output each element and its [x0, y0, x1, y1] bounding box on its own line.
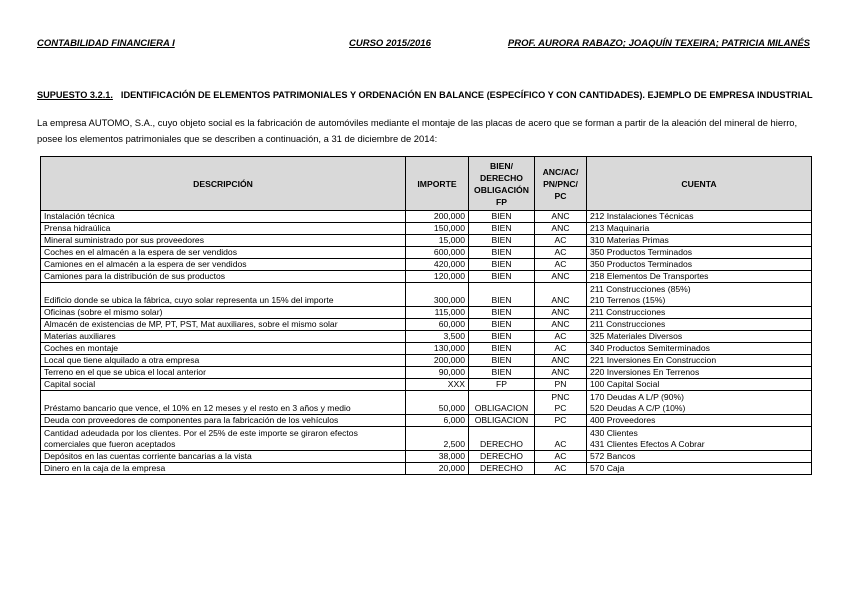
cell-cuenta: 213 Maquinaria	[587, 223, 812, 235]
cell-cuenta	[587, 427, 812, 451]
exercise-title	[37, 90, 813, 100]
cell-clase: ANC	[535, 367, 587, 379]
cell-tipo: FP	[469, 379, 535, 391]
cell-cuenta: 212 Instalaciones Técnicas	[587, 211, 812, 223]
table-row	[41, 283, 812, 307]
cell-importe: 3,500	[406, 331, 469, 343]
table-row	[41, 259, 812, 271]
cell-clase: AC	[535, 343, 587, 355]
cell-descripcion: Camiones para la distribución de sus productos	[41, 271, 406, 283]
cell-importe: 115,000	[406, 307, 469, 319]
table-row	[41, 319, 812, 331]
cell-descripcion: Mineral suministrado por sus proveedores	[41, 235, 406, 247]
cell-clase: AC	[535, 259, 587, 271]
cell-descripcion: Almacén de existencias de MP, PT, PST, Mat auxiliares, sobre el mismo solar	[41, 319, 406, 331]
cell-descripcion: Camiones en el almacén a la espera de ser vendidos	[41, 259, 406, 271]
cell-descripcion: Capital social	[41, 379, 406, 391]
cell-cuenta: 340 Productos Semiterminados	[587, 343, 812, 355]
cell-tipo: BIEN	[469, 271, 535, 283]
header-professors: PROF. AURORA RABAZO; JOAQUÍN TEXEIRA; PATRICIA MILANÉS	[507, 38, 810, 49]
cell-tipo: DERECHO	[469, 463, 535, 475]
table-row	[41, 451, 812, 463]
table-body	[41, 211, 812, 475]
cell-importe: 130,000	[406, 343, 469, 355]
cell-clase: AC	[535, 451, 587, 463]
cell-importe: 90,000	[406, 367, 469, 379]
cell-descripcion: Materias auxiliares	[41, 331, 406, 343]
cell-importe: 20,000	[406, 463, 469, 475]
cell-clase: ANC	[535, 319, 587, 331]
cell-descripcion: Coches en el almacén a la espera de ser vendidos	[41, 247, 406, 259]
cell-cuenta-line: 430 Clientes	[590, 428, 638, 438]
cell-importe: 420,000	[406, 259, 469, 271]
cell-importe: 38,000	[406, 451, 469, 463]
intro-paragraph: La empresa AUTOMO, S.A., cuyo objeto social es la fabricación de automóviles mediante el montaje de las placas de acero que se forman a partir de la aleación del mineral de hierro, posee los elementos patrimoniales que se describen a continuación, a 31 de diciembre de 2014:	[37, 117, 798, 144]
cell-tipo: BIEN	[469, 283, 535, 307]
cell-tipo: OBLIGACION	[469, 391, 535, 415]
cell-descripcion: Coches en montaje	[41, 343, 406, 355]
cell-cuenta: 221 Inversiones En Construccion	[587, 355, 812, 367]
cell-cuenta: 310 Materias Primas	[587, 235, 812, 247]
cell-descripcion: Oficinas (sobre el mismo solar)	[41, 307, 406, 319]
table-row	[41, 343, 812, 355]
cell-clase: ANC	[535, 211, 587, 223]
cell-descripcion: Cantidad adeudada por los clientes. Por el 25% de este importe se giraron efectos comerciales que fueron aceptados	[41, 427, 406, 451]
cell-clase-line: PNC	[551, 392, 570, 402]
cell-tipo: BIEN	[469, 211, 535, 223]
cell-cuenta: 218 Elementos De Transportes	[587, 271, 812, 283]
cell-descripcion: Deuda con proveedores de componentes para la fabricación de los vehículos	[41, 415, 406, 427]
cell-clase: ANC	[535, 271, 587, 283]
table-row	[41, 223, 812, 235]
cell-cuenta-line: 431 Clientes Efectos A Cobrar	[590, 439, 705, 449]
cell-tipo: BIEN	[469, 223, 535, 235]
header-academic-year: CURSO 2015/2016	[349, 38, 431, 49]
table-row	[41, 307, 812, 319]
cell-tipo: BIEN	[469, 307, 535, 319]
cell-clase: PC	[535, 415, 587, 427]
cell-tipo: DERECHO	[469, 451, 535, 463]
cell-clase: AC	[535, 235, 587, 247]
cell-cuenta-line: 520 Deudas A C/P (10%)	[590, 403, 686, 413]
cell-clase: AC	[535, 247, 587, 259]
table-row	[41, 427, 812, 451]
col-header-descripcion: DESCRIPCIÓN	[41, 157, 406, 211]
cell-cuenta: 220 Inversiones En Terrenos	[587, 367, 812, 379]
cell-importe: XXX	[406, 379, 469, 391]
table-row	[41, 247, 812, 259]
cell-cuenta-line: 210 Terrenos (15%)	[590, 295, 666, 305]
cell-importe: 120,000	[406, 271, 469, 283]
cell-cuenta: 572 Bancos	[587, 451, 812, 463]
cell-tipo: BIEN	[469, 259, 535, 271]
cell-tipo: BIEN	[469, 355, 535, 367]
table-row	[41, 355, 812, 367]
cell-clase: ANC	[535, 223, 587, 235]
cell-tipo: DERECHO	[469, 427, 535, 451]
cell-importe: 300,000	[406, 283, 469, 307]
table-header-row	[41, 157, 812, 211]
cell-importe: 150,000	[406, 223, 469, 235]
cell-importe: 15,000	[406, 235, 469, 247]
cell-importe: 6,000	[406, 415, 469, 427]
cell-tipo: OBLIGACION	[469, 415, 535, 427]
exercise-heading: IDENTIFICACIÓN DE ELEMENTOS PATRIMONIALES Y ORDENACIÓN EN BALANCE (ESPECÍFICO Y CON CANTIDADES). EJEMPLO DE EMPRESA INDUSTRIAL	[120, 90, 813, 100]
table-row	[41, 331, 812, 343]
cell-tipo: BIEN	[469, 247, 535, 259]
cell-cuenta: 211 Construcciones	[587, 307, 812, 319]
table-row	[41, 271, 812, 283]
table-row	[41, 235, 812, 247]
cell-tipo: BIEN	[469, 367, 535, 379]
cell-cuenta: 325 Materiales Diversos	[587, 331, 812, 343]
cell-importe: 50,000	[406, 391, 469, 415]
header-course-name: CONTABILIDAD FINANCIERA I	[37, 38, 175, 49]
cell-tipo: BIEN	[469, 235, 535, 247]
col-header-tipo: BIEN/ DERECHO OBLIGACIÓN FP	[469, 157, 535, 211]
table-row	[41, 415, 812, 427]
cell-cuenta: 211 Construcciones	[587, 319, 812, 331]
cell-descripcion: Préstamo bancario que vence, el 10% en 12 meses y el resto en 3 años y medio	[41, 391, 406, 415]
cell-cuenta	[587, 391, 812, 415]
assets-table	[40, 156, 812, 475]
exercise-number: SUPUESTO 3.2.1.	[37, 90, 113, 100]
table-row	[41, 463, 812, 475]
cell-descripcion: Local que tiene alquilado a otra empresa	[41, 355, 406, 367]
cell-importe: 60,000	[406, 319, 469, 331]
cell-clase-line: PC	[554, 403, 567, 413]
col-header-cuenta: CUENTA	[587, 157, 812, 211]
cell-descripcion: Edificio donde se ubica la fábrica, cuyo solar representa un 15% del importe	[41, 283, 406, 307]
cell-clase	[535, 391, 587, 415]
cell-cuenta: 350 Productos Terminados	[587, 259, 812, 271]
cell-cuenta: 400 Proveedores	[587, 415, 812, 427]
cell-clase: ANC	[535, 355, 587, 367]
cell-clase: ANC	[535, 307, 587, 319]
table-row	[41, 379, 812, 391]
col-header-clase: ANC/AC/ PN/PNC/ PC	[535, 157, 587, 211]
cell-importe: 200,000	[406, 355, 469, 367]
cell-cuenta: 350 Productos Terminados	[587, 247, 812, 259]
cell-clase: AC	[535, 331, 587, 343]
cell-cuenta-line: 170 Deudas A L/P (90%)	[590, 392, 684, 402]
cell-clase: AC	[535, 427, 587, 451]
table-row	[41, 391, 812, 415]
cell-tipo: BIEN	[469, 319, 535, 331]
cell-descripcion: Prensa hidraúlica	[41, 223, 406, 235]
cell-importe: 2,500	[406, 427, 469, 451]
cell-tipo: BIEN	[469, 331, 535, 343]
cell-cuenta-line: 211 Construcciones (85%)	[590, 284, 691, 294]
cell-tipo: BIEN	[469, 343, 535, 355]
cell-descripcion: Depósitos en las cuentas corriente bancarias a la vista	[41, 451, 406, 463]
cell-importe: 600,000	[406, 247, 469, 259]
col-header-importe: IMPORTE	[406, 157, 469, 211]
table-row	[41, 211, 812, 223]
cell-clase: AC	[535, 463, 587, 475]
table-row	[41, 367, 812, 379]
cell-cuenta: 100 Capital Social	[587, 379, 812, 391]
cell-clase: PN	[535, 379, 587, 391]
cell-cuenta: 570 Caja	[587, 463, 812, 475]
cell-descripcion: Terreno en el que se ubica el local anterior	[41, 367, 406, 379]
cell-clase: ANC	[535, 283, 587, 307]
cell-importe: 200,000	[406, 211, 469, 223]
cell-descripcion: Instalación técnica	[41, 211, 406, 223]
cell-cuenta	[587, 283, 812, 307]
cell-descripcion: Dinero en la caja de la empresa	[41, 463, 406, 475]
